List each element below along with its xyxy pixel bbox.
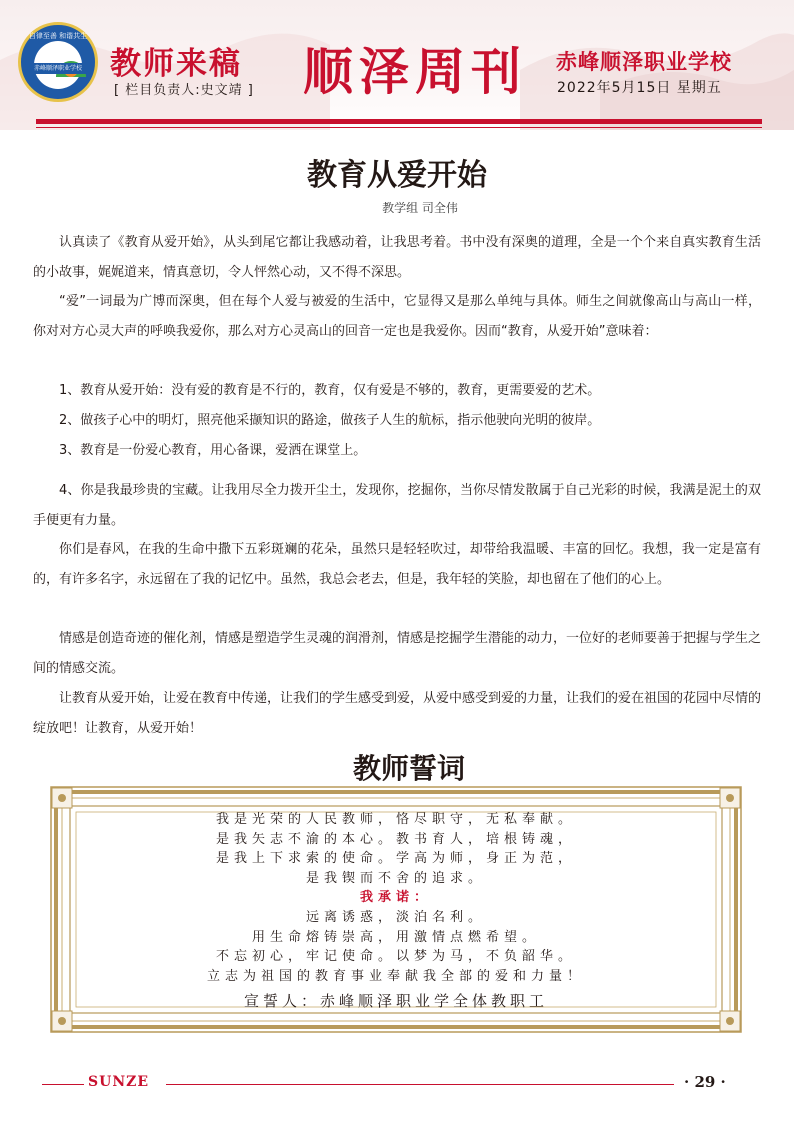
header-rule-thin: [36, 127, 762, 128]
pledge-line: 用生命熔铸崇高，用激情点燃希望。: [251, 929, 540, 945]
article-author: 教学组 司全伟: [382, 201, 458, 215]
header-rule-thick: [36, 119, 762, 124]
oath-line: 是我锲而不舍的追求。: [305, 870, 486, 886]
column-title: 教师来稿: [110, 46, 242, 82]
oath-line: 我是光荣的人民教师，恪尽职守，无私奉献。: [215, 812, 576, 827]
pledge-line: 远离诱惑，淡泊名利。: [305, 909, 486, 925]
pledge-label: 我承诺：: [359, 890, 432, 906]
column-editor: [ 栏目负责人:史文靖 ]: [114, 83, 254, 98]
school-logo: [18, 22, 98, 102]
article-paragraph: 让教育从爱开始，让爱在教育中传递，让我们的学生感受到爱，从爱中感受到爱的力量，让我们的爱在祖国的花园中尽情的绽放吧！让教育，从爱开始！: [33, 691, 762, 736]
article-title: 教育从爱开始: [307, 158, 487, 193]
footer-rule-left: [42, 1084, 84, 1085]
logo-ring-text: 自律至善 和谐共生: [28, 32, 88, 40]
article-paragraph: 2、做孩子心中的明灯，照亮他采撷知识的路途，做孩子人生的航标，指示他驶向光明的彼岸。: [59, 413, 601, 428]
article-paragraph: 情感是创造奇迹的催化剂，情感是塑造学生灵魂的润滑剂，情感是挖掘学生潜能的动力，一位好的老师要善于把握与学生之间的情感交流。: [33, 631, 762, 676]
pledge-line: 不忘初心，牢记使命。以梦为马，不负韶华。: [215, 949, 576, 965]
school-name: 赤峰顺泽职业学校: [556, 50, 732, 74]
article-paragraph: 3、教育是一份爱心教育，用心备课，爱洒在课堂上。: [59, 443, 367, 458]
oath-line: 是我上下求索的使命。学高为师，身正为范，: [215, 851, 576, 867]
article-paragraph: 认真读了《教育从爱开始》，从头到尾它都让我感动着，让我思考着。书中没有深奥的道理，全是一个个来自真实教育生活的小故事，娓娓道来，情真意切，令人怦然心动，又不得不深思。: [33, 235, 761, 280]
logo-band: 赤峰顺泽职业学校: [25, 63, 91, 74]
oath-text: [50, 810, 742, 1014]
oath-signer: 宣誓人：赤峰顺泽职业学全体教职工: [243, 992, 548, 1011]
oath-line: 是我矢志不渝的本心。教书育人，培根铸魂，: [215, 831, 576, 847]
pledge-line: 立志为祖国的教育事业奉献我全部的爱和力量！: [206, 968, 585, 984]
page-number: · 29 ·: [684, 1073, 726, 1091]
page-header: [0, 0, 794, 130]
oath-title: 教师誓词: [352, 752, 465, 785]
footer-rule-right: [166, 1084, 674, 1085]
issue-date: 2022年5月15日 星期五: [557, 80, 722, 96]
article-paragraph: 你们是春风，在我的生命中撒下五彩斑斓的花朵，虽然只是轻轻吹过，却带给我温暖、丰富的回忆。我想，我一定是富有的，有许多名字，永远留在了我的记忆中。虽然，我总会老去，但是，我年轻的笑脸，却也留在了他们的心上。: [33, 542, 761, 587]
article-paragraph: 1、教育从爱开始：没有爱的教育是不行的，教育，仅有爱是不够的，教育，更需要爱的艺术。: [59, 383, 601, 398]
page-footer: [0, 1070, 794, 1100]
article-paragraph: 4、你是我最珍贵的宝藏。让我用尽全力拨开尘土，发现你，挖掘你，当你尽情发散属于自己光彩的时候，我满是泥土的双手便更有力量。: [33, 483, 761, 528]
footer-brand: SUNZE: [88, 1074, 150, 1090]
article-paragraph: “爱”一词最为广博而深奥，但在每个人爱与被爱的生活中，它显得又是那么单纯与具体。师生之间就像高山与高山一样，你对对方心灵大声的呼唤我爱你，那么对方心灵高山的回音一定也是我爱你。因而“教育，从爱开始”意味着：: [33, 294, 761, 339]
magazine-title: 顺泽周刊: [303, 42, 527, 101]
